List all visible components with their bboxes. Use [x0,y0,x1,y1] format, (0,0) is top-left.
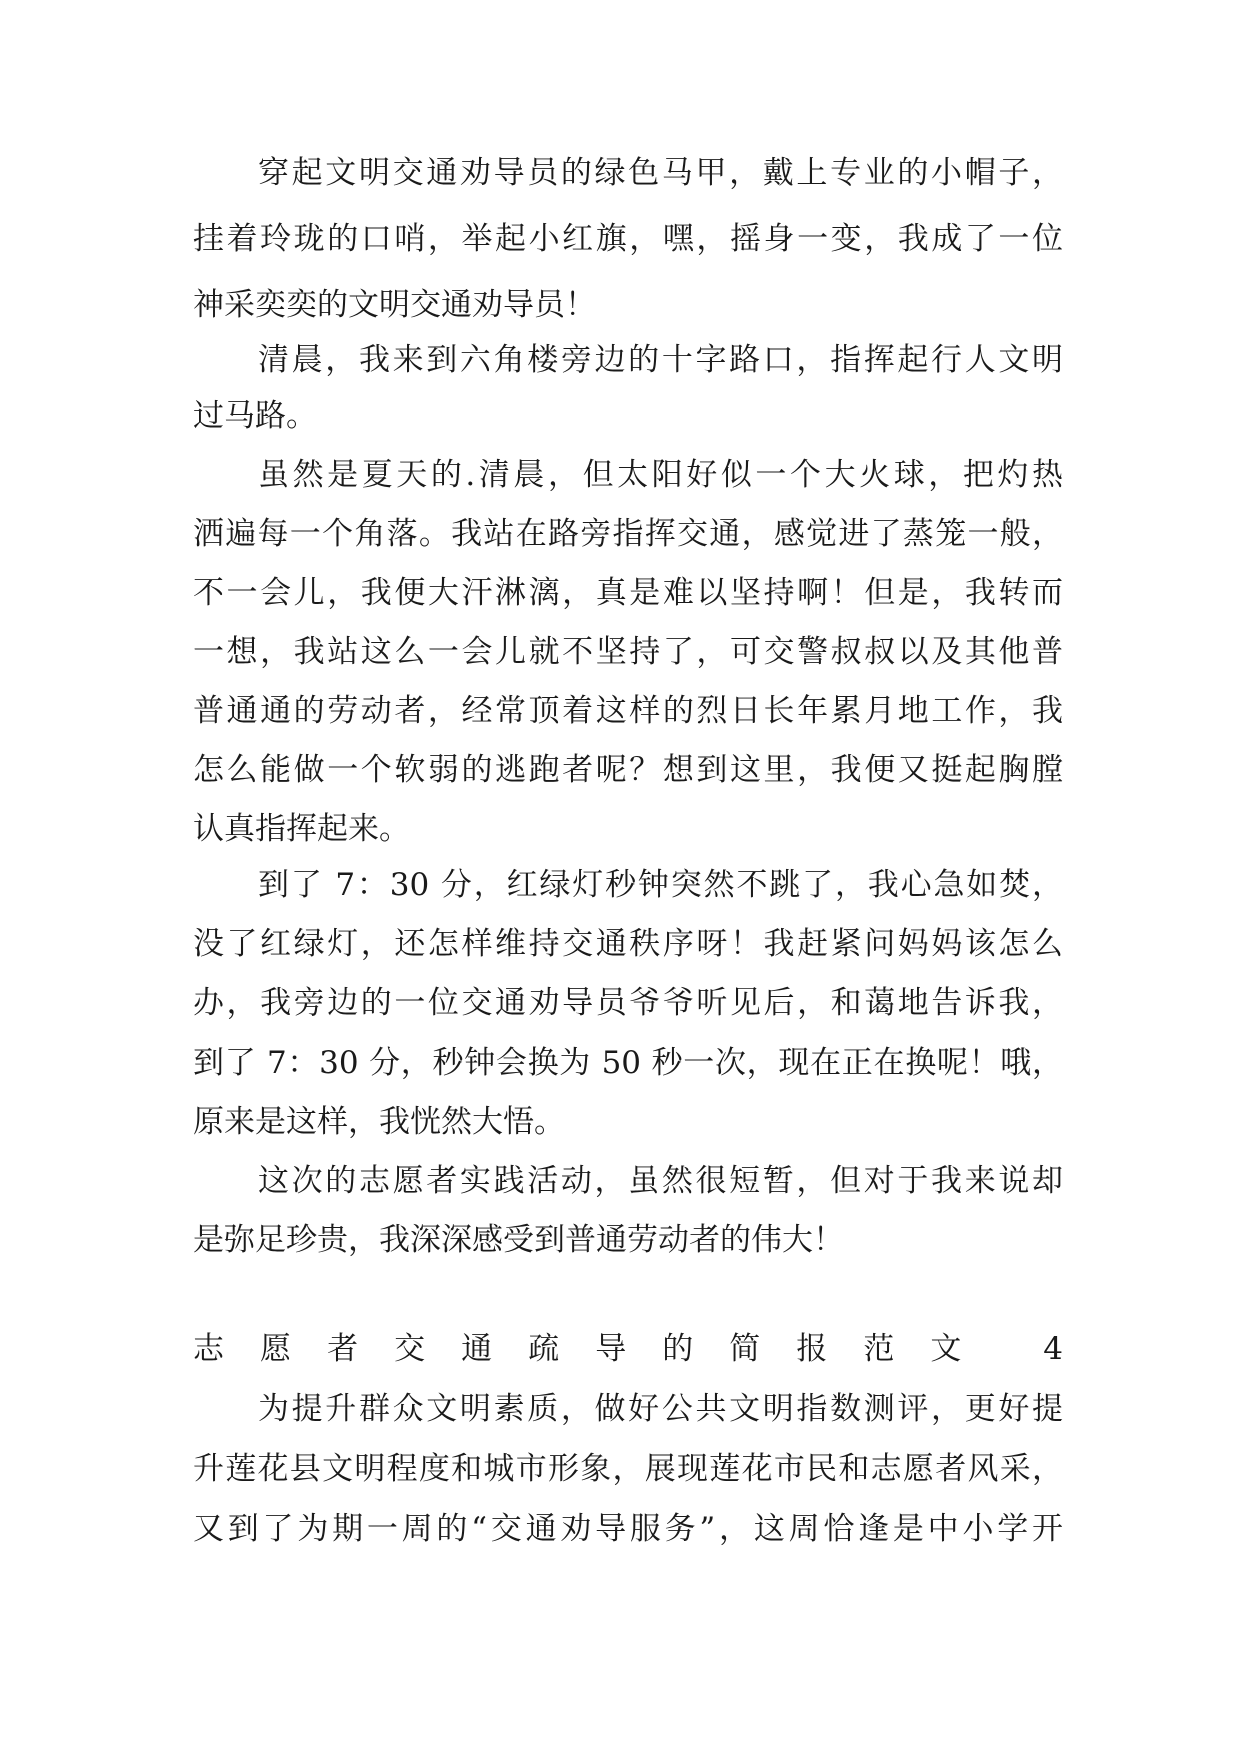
paragraph-line [0,921,1241,967]
line-text: 过马路。 [193,398,317,434]
line-text: 虽然是夏天的.清晨，但太阳好似一个大火球，把灼热 [258,457,1063,493]
line-text: 怎么能做一个软弱的逃跑者呢？想到这里，我便又挺起胸膛 [193,752,1063,788]
section-heading [0,1326,1241,1372]
line-text: 挂着玲珑的口哨，举起小红旗，嘿，摇身一变，我成了一位 [193,221,1063,257]
paragraph-line [0,150,1241,196]
line-text: 神采奕奕的文明交通劝导员！ [193,287,596,323]
paragraph-line [0,337,1241,383]
line-text: 洒遍每一个角落。我站在路旁指挥交通，感觉进了蒸笼一般， [193,516,1063,552]
line-text: 到了 7：30 分，红绿灯秒钟突然不跳了，我心急如焚， [258,867,1063,903]
paragraph-line [0,1099,1241,1145]
line-text: 清晨，我来到六角楼旁边的十字路口，指挥起行人文明 [258,342,1063,378]
line-text: 又到了为期一周的“交通劝导服务”，这周恰逢是中小学开 [193,1511,1063,1547]
paragraph-line [0,393,1241,439]
paragraph-line [0,1040,1241,1086]
line-text: 到了 7：30 分，秒钟会换为 50 秒一次，现在正在换呢！哦， [193,1045,1063,1081]
line-text: 是弥足珍贵，我深深感受到普通劳动者的伟大！ [193,1222,844,1258]
paragraph-line [0,1217,1241,1263]
line-text: 不一会儿，我便大汗淋漓，真是难以坚持啊！但是，我转而 [193,575,1063,611]
line-text: 这次的志愿者实践活动，虽然很短暂，但对于我来说却 [258,1163,1063,1199]
paragraph-line [0,452,1241,498]
paragraph-line [0,629,1241,675]
heading-text: 志愿者交通疏导的简报范文 4 [193,1331,1063,1367]
paragraph-line [0,570,1241,616]
paragraph-line [0,1386,1241,1432]
paragraph-line [0,806,1241,852]
paragraph-line [0,862,1241,908]
line-text: 升莲花县文明程度和城市形象，展现莲花市民和志愿者风采， [193,1451,1063,1487]
line-text: 没了红绿灯，还怎样维持交通秩序呀！我赶紧问妈妈该怎么 [193,926,1063,962]
line-text: 一想，我站这么一会儿就不坚持了，可交警叔叔以及其他普 [193,634,1063,670]
line-text: 为提升群众文明素质，做好公共文明指数测评，更好提 [258,1391,1063,1427]
line-text: 认真指挥起来。 [193,811,410,847]
line-text: 原来是这样，我恍然大悟。 [193,1104,565,1140]
paragraph-line [0,1446,1241,1492]
line-text: 办，我旁边的一位交通劝导员爷爷听见后，和蔼地告诉我， [193,985,1063,1021]
line-text: 普通通的劳动者，经常顶着这样的烈日长年累月地工作，我 [193,693,1063,729]
paragraph-line [0,1506,1241,1552]
paragraph-line [0,282,1241,328]
paragraph-line [0,511,1241,557]
paragraph-line [0,980,1241,1026]
paragraph-line [0,216,1241,262]
line-text: 穿起文明交通劝导员的绿色马甲，戴上专业的小帽子， [258,155,1063,191]
paragraph-line [0,1158,1241,1204]
paragraph-line [0,747,1241,793]
paragraph-line [0,688,1241,734]
